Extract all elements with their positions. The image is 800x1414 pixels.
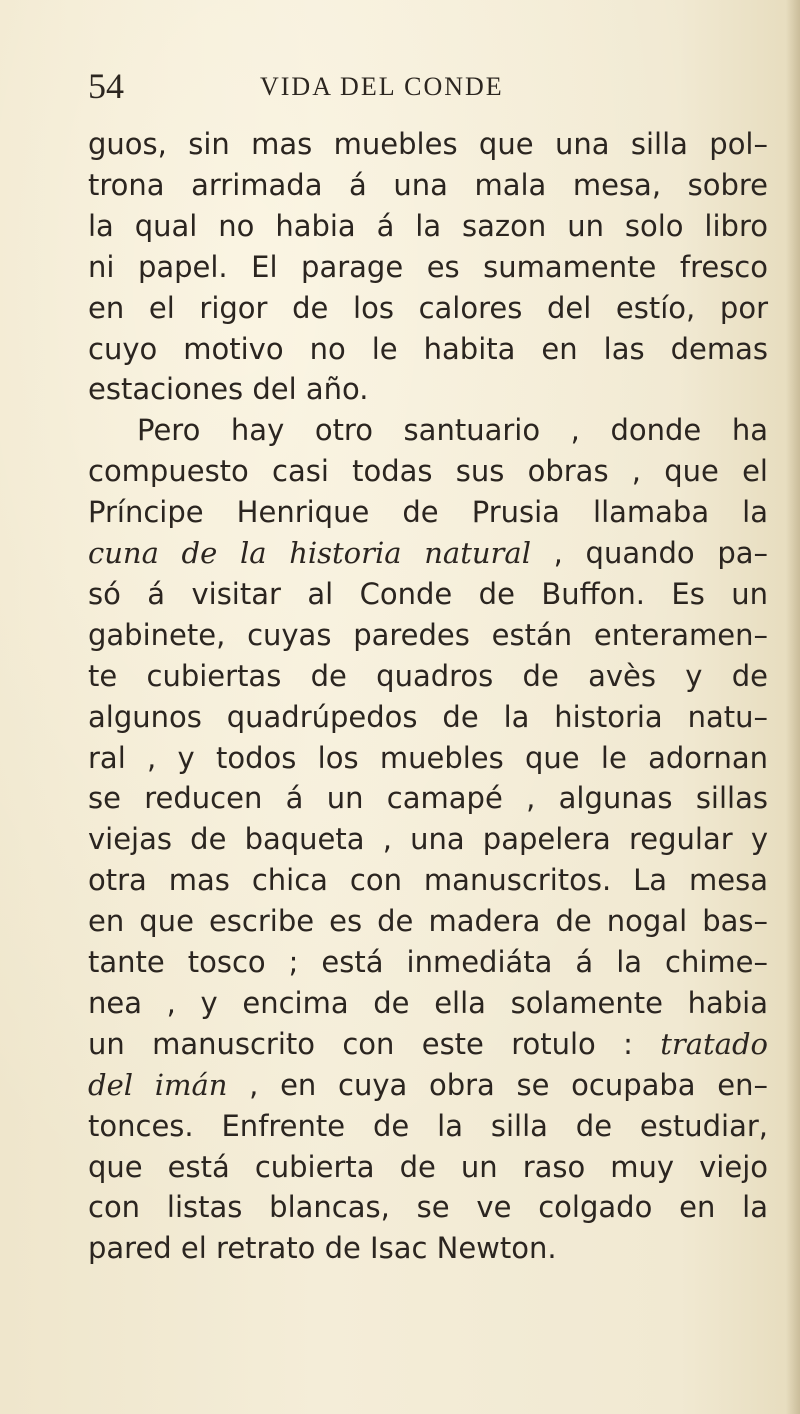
text-line: te cubiertas de quadros de avès y de (88, 658, 768, 693)
text-line: compuesto casi todas sus obras , que el (88, 454, 768, 489)
text-line: viejas de baqueta , una papelera regular y (88, 822, 768, 857)
text-line (88, 1065, 768, 1105)
text-segment: , en cuya obra se ocupaba en– (227, 1067, 768, 1102)
text-line: pared el retrato de Isac Newton. (88, 1231, 557, 1266)
text-line: Pero hay otro santuario , donde ha (137, 413, 768, 448)
italic-text: cuna de la historia natural (88, 536, 531, 570)
page-edge-shadow (786, 0, 800, 1414)
text-line: cuyo motivo no le habita en las demas (88, 331, 768, 366)
text-line: ni papel. El parage es sumamente fresco (88, 249, 768, 284)
italic-text: del imán (88, 1067, 228, 1102)
text-line: Príncipe Henrique de Prusia llamaba la (88, 495, 768, 530)
text-line (88, 533, 768, 573)
text-line: con listas blancas, se ve colgado en la (88, 1190, 768, 1225)
text-line: otra mas chica con manuscritos. La mesa (88, 863, 768, 898)
text-line: algunos quadrúpedos de la historia natu– (88, 699, 768, 734)
text-line: trona arrimada á una mala mesa, sobre (88, 167, 768, 202)
text-line: que está cubierta de un raso muy viejo (88, 1149, 768, 1184)
text-line: ral , y todos los muebles que le adornan (88, 740, 768, 775)
page-number: 54 (88, 66, 124, 106)
text-line: tonces. Enfrente de la silla de estudiar, (88, 1108, 768, 1143)
text-line (88, 1024, 768, 1064)
text-segment: un manuscrito con este rotulo : (88, 1026, 661, 1061)
text-line: nea , y encima de ella solamente habia (88, 985, 768, 1020)
text-line: en que escribe es de madera de nogal bas– (88, 904, 768, 939)
page-header (88, 66, 688, 116)
text-segment: , quando pa– (530, 536, 768, 570)
text-line: tante tosco ; está inmediáta á la chime– (88, 945, 768, 979)
text-line: la qual no habia á la sazon un solo libro (88, 208, 768, 243)
text-line: en el rigor de los calores del estío, por (88, 290, 768, 325)
text-line: só á visitar al Conde de Buffon. Es un (88, 576, 768, 611)
text-line: estaciones del año. (88, 372, 369, 407)
running-head: VIDA DEL CONDE (260, 72, 504, 101)
text-line: guos, sin mas muebles que una silla pol– (88, 127, 768, 161)
text-line: gabinete, cuyas paredes están enteramen– (88, 617, 768, 652)
italic-text: tratado (660, 1026, 768, 1061)
text-line: se reducen á un camapé , algunas sillas (88, 781, 768, 816)
